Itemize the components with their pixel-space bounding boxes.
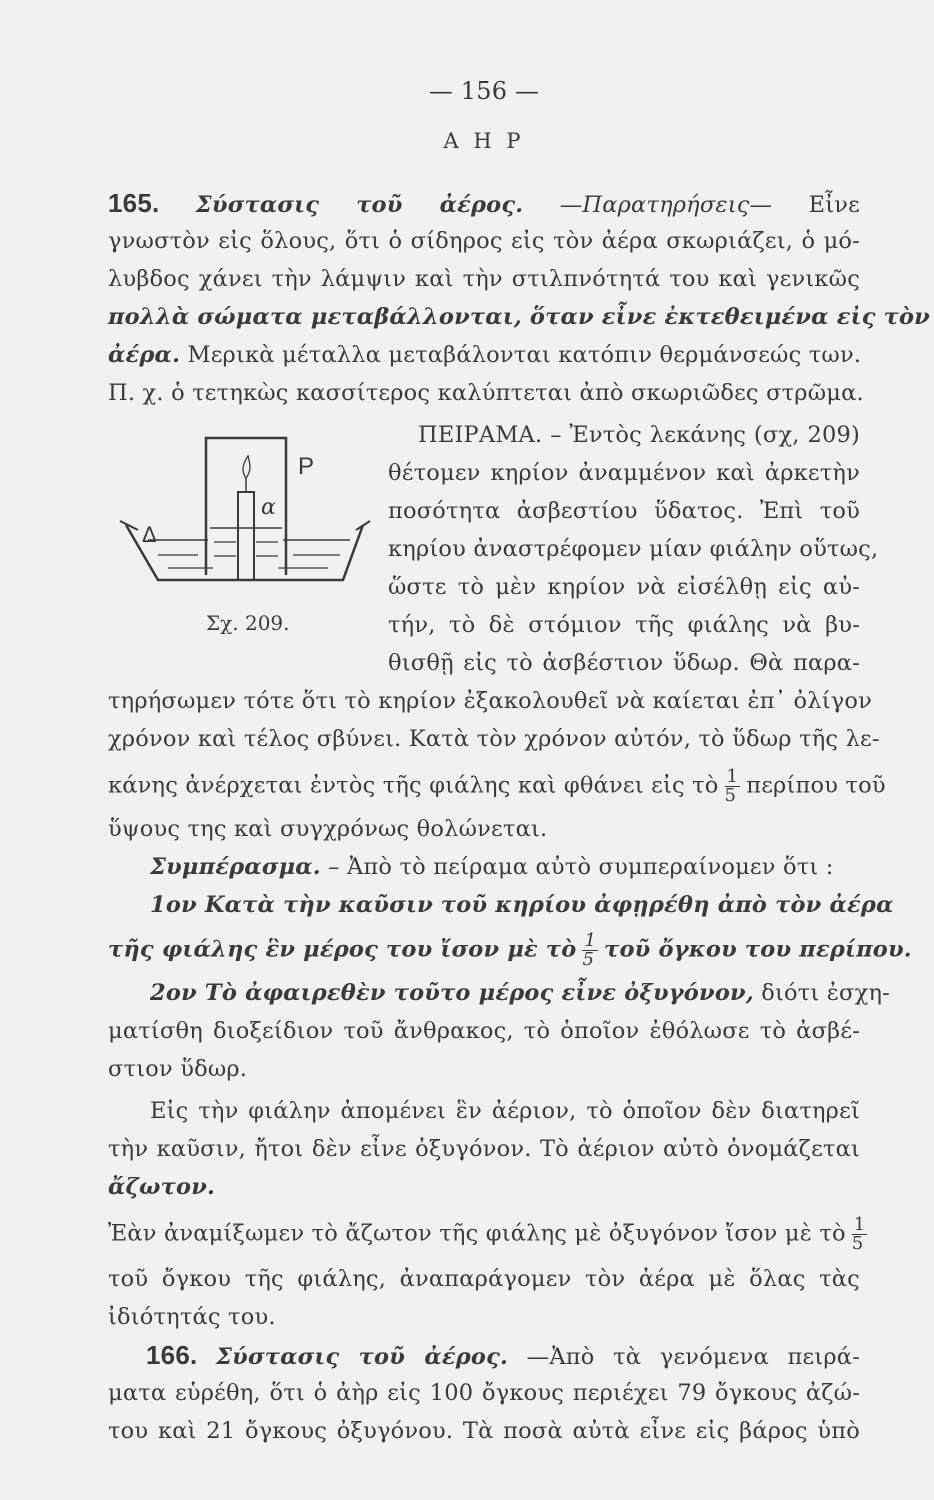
line-start: τῆς φιάλης ἓν μέρος του ἴσον μὲ τὸ xyxy=(108,936,577,963)
fraction-denominator: 5 xyxy=(582,949,595,970)
text-line: κηρίου ἀναστρέφομεν μίαν φιάλην οὕτως, xyxy=(388,536,879,562)
text-line: θισθῇ εἰς τὸ ἀσβέστιον ὕδωρ. Θὰ παρα- xyxy=(388,650,860,676)
text-line: ἰδιότητάς του. xyxy=(108,1304,276,1330)
conclusion-second-rest: διότι ἐσχη- xyxy=(753,980,890,1006)
text-line: ποσότητα ἀσβεστίου ὕδατος. Ἐπὶ τοῦ xyxy=(388,498,860,524)
line-end: τοῦ ὄγκου του περίπου. xyxy=(604,936,912,963)
text-line: τὴν καῦσιν, ἤτοι δὲν εἶνε ὀξυγόνον. Τὸ ἀέριον αὐτὸ ὀνομάζεται xyxy=(108,1136,860,1162)
text-line: χρόνον καὶ τέλος σβύνει. Κατὰ τὸν χρόνον αὐτόν, τὸ ὕδωρ τῆς λε- xyxy=(108,726,880,752)
page-number: — 156 — xyxy=(428,77,540,105)
text-line: τήν, τὸ δὲ στόμιον τῆς φιάλης νὰ βυ- xyxy=(388,612,860,638)
text-line: ὕψους της καὶ συγχρόνως θολώνεται. xyxy=(108,816,548,842)
section-title: Σύστασις τοῦ ἀέρος. xyxy=(216,1344,509,1370)
section-title: Σύστασις τοῦ ἀέρος. xyxy=(195,192,524,218)
fraction-one-fifth xyxy=(852,1216,868,1253)
basin-outline xyxy=(126,525,363,580)
fraction-one-fifth xyxy=(725,768,741,805)
section-text: —Ἀπὸ τὰ γενόμενα πειρά- xyxy=(508,1344,860,1370)
label-alpha: α xyxy=(261,495,276,520)
label-delta: Δ xyxy=(142,522,157,547)
conclusion-heading xyxy=(150,850,860,884)
section-166-heading xyxy=(146,1338,860,1374)
conclusion-second-bold: 2ον Τὸ ἀφαιρεθὲν τοῦτο μέρος εἶνε ὀξυγόνον, xyxy=(150,980,754,1006)
text-line-with-fraction xyxy=(108,1214,866,1254)
bold-text-line: πολλὰ σώματα μεταβάλλονται, ὅταν εἶνε ἐκτεθειμένα εἰς τὸν xyxy=(108,304,930,330)
figure-caption: Σχ. 209. xyxy=(206,611,290,635)
bold-start: ἀέρα. xyxy=(108,342,181,368)
text-line: θέτομεν κηρίον ἀναμμένον καὶ ἀρκετὴν xyxy=(388,460,860,486)
label-p: Ρ xyxy=(298,453,315,480)
experiment-heading xyxy=(418,418,860,452)
text-line: Εἰς τὴν φιάλην ἀπομένει ἓν ἀέριον, τὸ ὁποῖον δὲν διατηρεῖ xyxy=(150,1098,860,1124)
chapter-title: Α Η Ρ xyxy=(443,129,525,153)
text-line-with-fraction xyxy=(108,766,886,806)
candle-flame xyxy=(243,456,250,478)
fraction-one-fifth xyxy=(582,932,598,969)
text-line: του καὶ 21 ὄγκους ὀξυγόνου. Τὰ ποσὰ αὐτὰ εἶνε εἰς βάρος ὑπὸ xyxy=(108,1418,860,1444)
text-line: γνωστὸν εἰς ὅλους, ὅτι ὁ σίδηρος εἰς τὸν ἀέρα σκωριάζει, ὁ μό- xyxy=(108,228,860,254)
experiment-text: – Ἐντὸς λεκάνης (σχ, 209) xyxy=(542,422,860,448)
text-line: στιον ὕδωρ. xyxy=(108,1056,248,1082)
candle xyxy=(238,492,254,580)
text-line: Π. χ. ὁ τετηκὼς κασσίτερος καλύπτεται ἀπὸ σκωριῶδες στρῶμα. xyxy=(108,380,864,406)
conclusion-first: 1ον Κατὰ τὴν καῦσιν τοῦ κηρίου ἀφῃρέθη ἀπὸ τὸν ἀέρα xyxy=(150,892,894,918)
conclusion-first-cont xyxy=(108,930,912,970)
text-line: λυβδος χάνει τὴν λάμψιν καὶ τὴν στιλπνότητά του καὶ γενικῶς xyxy=(108,266,860,292)
fraction-numerator: 1 xyxy=(853,1214,866,1235)
dash: — xyxy=(523,192,583,218)
conclusion-second xyxy=(150,976,890,1010)
azote-term: ἄζωτον. xyxy=(108,1174,216,1200)
line-end: περίπου τοῦ xyxy=(746,772,886,799)
text-line: τοῦ ὄγκου τῆς φιάλης, ἀναπαράγομεν τὸν ἀέρα μὲ ὅλας τὰς xyxy=(108,1266,860,1292)
fraction-denominator: 5 xyxy=(724,785,737,806)
section-number: 166. xyxy=(146,1340,198,1370)
experiment-figure xyxy=(118,430,378,660)
fraction-numerator: 1 xyxy=(584,930,597,951)
text-line: ὥστε τὸ μὲν κηρίον νὰ εἰσέλθῃ εἰς αὐ- xyxy=(388,574,860,600)
fraction-numerator: 1 xyxy=(726,766,739,787)
observations-label: Παρατηρήσεις xyxy=(582,192,750,218)
line-start: Ἐὰν ἀναμίξωμεν τὸ ἄζωτον τῆς φιάλης μὲ ὀξυγόνον ἴσον μὲ τὸ xyxy=(108,1220,846,1247)
dash-text: — Εἶνε xyxy=(749,192,860,218)
text-line xyxy=(108,338,860,372)
fraction-denominator: 5 xyxy=(851,1233,864,1254)
text-line: ματα εὑρέθη, ὅτι ὁ ἀὴρ εἰς 100 ὄγκους περιέχει 79 ὄγκους ἀζώ- xyxy=(108,1380,860,1406)
text-line: ματίσθη διοξείδιον τοῦ ἄνθρακος, τὸ ὁποῖον ἐθόλωσε τὸ ἀσβέ- xyxy=(108,1018,860,1044)
line-start: κάνης ἀνέρχεται ἐντὸς τῆς φιάλης καὶ φθάνει εἰς τὸ xyxy=(108,772,719,799)
text-line: τηρήσωμεν τότε ὅτι τὸ κηρίον ἐξακολουθεῖ νὰ καίεται ἐπ᾽ ὀλίγον xyxy=(108,688,873,714)
line-rest: Μερικὰ μέταλλα μεταβάλονται κατόπιν θερμάνσεώς των. xyxy=(180,342,862,368)
conclusion-label: Συμπέρασμα. xyxy=(150,854,321,880)
section-165-heading xyxy=(108,186,860,222)
experiment-label: ΠΕΙΡΑΜΑ. xyxy=(418,422,543,448)
section-number: 165. xyxy=(108,188,160,218)
conclusion-text: – Ἀπὸ τὸ πείραμα αὐτὸ συμπεραίνομεν ὅτι : xyxy=(320,854,834,880)
